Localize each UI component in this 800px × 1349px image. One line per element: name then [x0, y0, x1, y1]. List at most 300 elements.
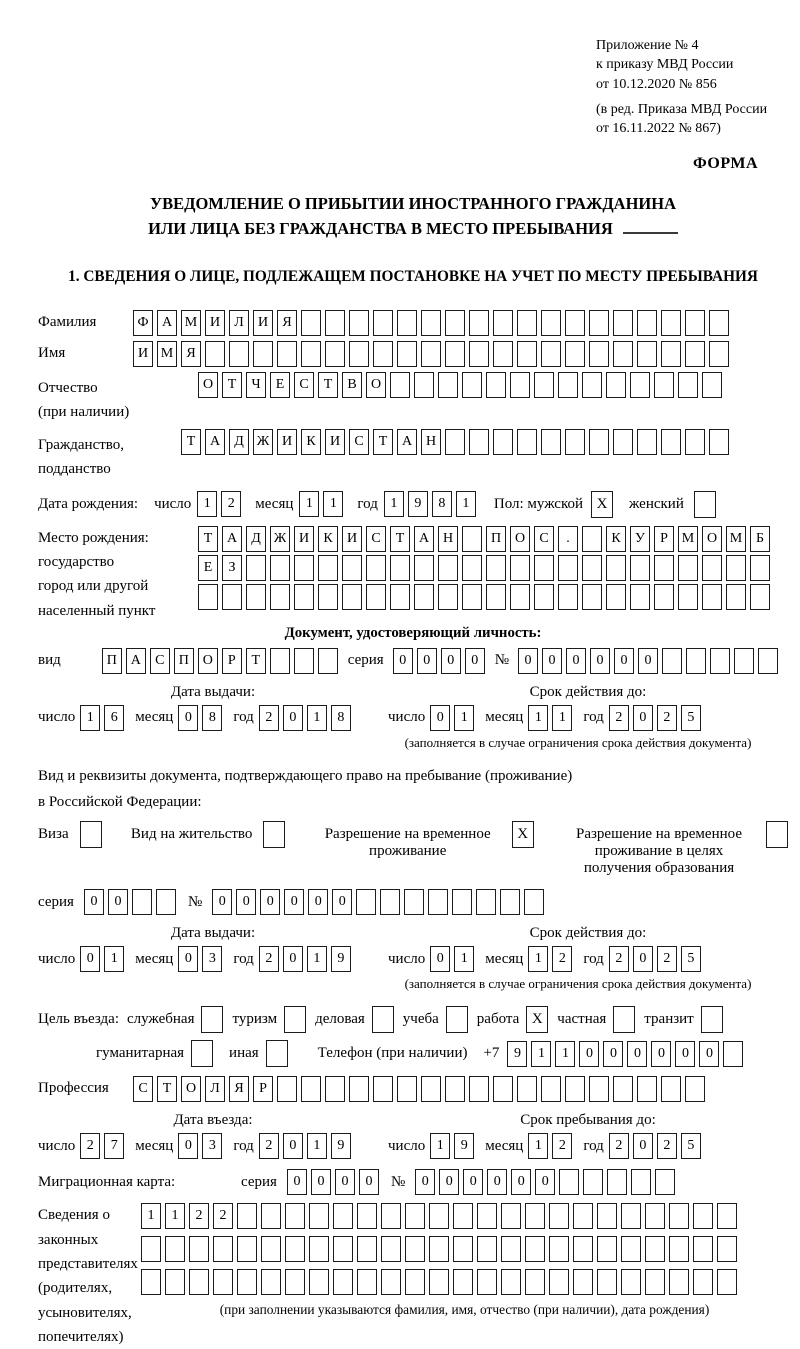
char-box: 0: [178, 705, 198, 731]
char-box: [669, 1203, 689, 1229]
migration-number-boxes: [415, 1169, 675, 1195]
char-box: [445, 1076, 465, 1102]
char-box: Л: [205, 1076, 225, 1102]
field-birth-place: [38, 526, 788, 623]
residence-series-boxes: [84, 889, 176, 915]
char-box: [366, 584, 386, 610]
char-box: Н: [421, 429, 441, 455]
char-box: 9: [331, 946, 351, 972]
purpose-tourism: [232, 1006, 306, 1033]
char-box: [493, 1076, 513, 1102]
year-label: год: [583, 950, 604, 967]
char-box: [189, 1269, 209, 1295]
char-box: 0: [518, 648, 538, 674]
char-box: [462, 584, 482, 610]
char-box: [686, 648, 706, 674]
char-box: [558, 372, 578, 398]
field-patronymic: [38, 372, 788, 424]
char-box: Р: [222, 648, 242, 674]
char-box: [453, 1236, 473, 1262]
char-box: [517, 1076, 537, 1102]
char-box: Б: [750, 526, 770, 552]
char-box: [237, 1269, 257, 1295]
tourism-checkbox: [284, 1006, 306, 1033]
month-label: месяц: [485, 950, 524, 967]
field-citizenship: [38, 429, 788, 481]
char-box: [717, 1203, 737, 1229]
char-box: А: [205, 429, 225, 455]
char-box: [493, 429, 513, 455]
char-box: И: [325, 429, 345, 455]
char-box: [294, 648, 314, 674]
char-box: [606, 584, 626, 610]
char-box: [565, 341, 585, 367]
char-box: 0: [430, 705, 450, 731]
work-checkbox: X: [526, 1006, 548, 1033]
char-box: 0: [651, 1041, 671, 1067]
char-box: [414, 555, 434, 581]
char-box: У: [630, 526, 650, 552]
char-box: [685, 429, 705, 455]
char-box: [661, 341, 681, 367]
char-box: О: [181, 1076, 201, 1102]
char-box: 2: [80, 1133, 100, 1159]
char-box: 0: [393, 648, 413, 674]
temp-residence-label: Разрешение на временное проживание: [324, 826, 491, 860]
char-box: [357, 1236, 377, 1262]
char-box: 0: [332, 889, 352, 915]
entry-stay-dates: [38, 1112, 788, 1159]
char-box: 0: [415, 1169, 435, 1195]
other-checkbox: [266, 1040, 288, 1067]
given-name-label: Имя: [38, 344, 66, 361]
char-box: [582, 372, 602, 398]
issue-date-heading: Дата выдачи:: [170, 683, 256, 700]
char-box: А: [157, 310, 177, 336]
char-box: К: [318, 526, 338, 552]
char-box: 9: [507, 1041, 527, 1067]
char-box: 1: [454, 946, 474, 972]
char-box: [486, 555, 506, 581]
char-box: 2: [213, 1203, 233, 1229]
birth-date-label: Дата рождения:: [38, 495, 139, 512]
char-box: [613, 429, 633, 455]
char-box: П: [174, 648, 194, 674]
residence-doc-heading-line2: в Российской Федерации:: [38, 794, 202, 811]
char-box: [654, 372, 674, 398]
char-box: Т: [198, 526, 218, 552]
char-box: 0: [260, 889, 280, 915]
char-box: [702, 372, 722, 398]
birth-year-boxes: [384, 491, 476, 517]
transit-checkbox: [701, 1006, 723, 1033]
identity-doc-dates-headers: [38, 684, 788, 701]
char-box: Е: [198, 555, 218, 581]
expiry-month-boxes: [528, 946, 572, 972]
char-box: [349, 341, 369, 367]
char-box: [428, 889, 448, 915]
birth-place-label-line4: населенный пункт: [38, 602, 156, 619]
char-box: 9: [454, 1133, 474, 1159]
year-label: год: [583, 1137, 604, 1154]
char-box: 2: [609, 705, 629, 731]
char-box: .: [558, 526, 578, 552]
char-box: А: [126, 648, 146, 674]
char-box: [709, 310, 729, 336]
char-box: 0: [633, 946, 653, 972]
char-box: [573, 1203, 593, 1229]
char-box: [541, 310, 561, 336]
char-box: 1: [165, 1203, 185, 1229]
char-box: [525, 1203, 545, 1229]
birth-place-row1-boxes: [198, 526, 770, 552]
birth-place-label-line2: государство: [38, 553, 115, 570]
identity-doc-dates-line: [38, 705, 788, 731]
char-box: [429, 1269, 449, 1295]
char-box: 0: [603, 1041, 623, 1067]
representatives-label-line3: представителях: [38, 1255, 138, 1272]
purpose-study: [403, 1006, 468, 1033]
char-box: [301, 341, 321, 367]
char-box: 0: [308, 889, 328, 915]
char-box: 5: [681, 705, 701, 731]
residence-doc-series-row: [38, 889, 788, 915]
char-box: [333, 1203, 353, 1229]
char-box: [381, 1269, 401, 1295]
char-box: 0: [284, 889, 304, 915]
char-box: [309, 1236, 329, 1262]
char-box: 0: [283, 705, 303, 731]
purpose-other: [229, 1040, 288, 1067]
entry-day-boxes: [80, 1133, 124, 1159]
char-box: [421, 310, 441, 336]
stay-year-boxes: [609, 1133, 701, 1159]
char-box: [559, 1169, 579, 1195]
char-box: [294, 555, 314, 581]
char-box: [405, 1236, 425, 1262]
char-box: С: [366, 526, 386, 552]
identity-doc-heading: Документ, удостоверяющий личность:: [284, 624, 542, 641]
char-box: 8: [202, 705, 222, 731]
char-box: 9: [408, 491, 428, 517]
month-label: месяц: [485, 1137, 524, 1154]
char-box: 1: [197, 491, 217, 517]
char-box: [525, 1236, 545, 1262]
char-box: С: [294, 372, 314, 398]
char-box: [630, 372, 650, 398]
char-box: [637, 341, 657, 367]
entry-date-heading: Дата въезда:: [173, 1112, 253, 1129]
char-box: [294, 584, 314, 610]
char-box: [476, 889, 496, 915]
char-box: Ж: [253, 429, 273, 455]
option-residence-permit: [131, 821, 285, 877]
profession-label: Профессия: [38, 1080, 109, 1097]
char-box: А: [397, 429, 417, 455]
char-box: 2: [552, 1133, 572, 1159]
char-box: [710, 648, 730, 674]
char-box: [541, 341, 561, 367]
char-box: [510, 555, 530, 581]
birth-place-row3-boxes: [198, 584, 770, 610]
char-box: [693, 1269, 713, 1295]
expiry-year-boxes: [609, 705, 701, 731]
char-box: [534, 584, 554, 610]
char-box: [381, 1236, 401, 1262]
char-box: О: [702, 526, 722, 552]
stay-until-heading: Срок пребывания до:: [520, 1112, 656, 1129]
char-box: С: [349, 429, 369, 455]
char-box: [366, 555, 386, 581]
citizenship-label-line2: подданство: [38, 460, 111, 477]
citizenship-label: [38, 429, 181, 481]
char-box: [510, 584, 530, 610]
year-label: год: [233, 950, 254, 967]
char-box: [493, 341, 513, 367]
citizenship-boxes: [181, 429, 729, 455]
patronymic-label-line1: Отчество: [38, 379, 98, 396]
humanitarian-checkbox: [191, 1040, 213, 1067]
char-box: 5: [681, 946, 701, 972]
char-box: [229, 341, 249, 367]
phone-boxes: [507, 1041, 743, 1067]
char-box: [582, 526, 602, 552]
char-box: [486, 584, 506, 610]
char-box: [678, 555, 698, 581]
char-box: [630, 584, 650, 610]
char-box: [573, 1269, 593, 1295]
char-box: 8: [432, 491, 452, 517]
char-box: [373, 310, 393, 336]
char-box: [510, 372, 530, 398]
char-box: [373, 341, 393, 367]
form-title-line1: УВЕДОМЛЕНИЕ О ПРИБЫТИИ ИНОСТРАННОГО ГРАЖДАНИНА: [149, 193, 677, 213]
expiry-year-boxes: [609, 946, 701, 972]
field-surname: [38, 310, 788, 336]
header-line-order-date: от 10.12.2020 № 856: [596, 76, 717, 92]
char-box: И: [342, 526, 362, 552]
char-box: [709, 429, 729, 455]
char-box: Т: [222, 372, 242, 398]
day-label: число: [388, 709, 426, 726]
representatives-row3-boxes: [141, 1269, 788, 1295]
char-box: 1: [528, 946, 548, 972]
migration-series-label: серия: [241, 1173, 277, 1190]
issue-date-heading: Дата выдачи:: [170, 925, 256, 942]
char-box: 0: [542, 648, 562, 674]
char-box: [285, 1236, 305, 1262]
char-box: [597, 1203, 617, 1229]
char-box: [205, 341, 225, 367]
char-box: [445, 429, 465, 455]
purpose-business: [315, 1006, 394, 1033]
birth-place-rows: [198, 526, 770, 623]
residence-options-row: [38, 821, 788, 877]
char-box: 3: [202, 1133, 222, 1159]
day-label: число: [388, 1137, 426, 1154]
birth-place-row2-boxes: [198, 555, 770, 581]
char-box: 2: [259, 946, 279, 972]
residence-doc-dates-line: [38, 946, 788, 972]
char-box: [758, 648, 778, 674]
surname-label: Фамилия: [38, 313, 97, 330]
char-box: Я: [277, 310, 297, 336]
char-box: [709, 341, 729, 367]
char-box: [549, 1203, 569, 1229]
purpose-transit: [644, 1006, 722, 1033]
form-title-line2-wrap: [38, 216, 788, 242]
char-box: Н: [438, 526, 458, 552]
char-box: [493, 310, 513, 336]
field-given-name: [38, 341, 788, 367]
transit-label: транзит: [644, 1011, 694, 1028]
gender-male-checkbox: X: [591, 491, 613, 518]
month-label: месяц: [255, 495, 294, 512]
char-box: [309, 1203, 329, 1229]
year-label: год: [233, 1137, 254, 1154]
official-label: служебная: [126, 1011, 195, 1028]
char-box: С: [133, 1076, 153, 1102]
expiry-note: (заполняется в случае ограничения срока действия документа): [404, 734, 752, 750]
char-box: Т: [390, 526, 410, 552]
char-box: [165, 1236, 185, 1262]
char-box: 2: [552, 946, 572, 972]
issue-month-boxes: [178, 946, 222, 972]
char-box: 0: [638, 648, 658, 674]
char-box: 0: [283, 1133, 303, 1159]
char-box: [198, 584, 218, 610]
entry-purpose-label: Цель въезда:: [38, 1011, 119, 1028]
char-box: [414, 372, 434, 398]
char-box: 2: [657, 705, 677, 731]
char-box: 2: [657, 1133, 677, 1159]
char-box: Ч: [246, 372, 266, 398]
char-box: Д: [229, 429, 249, 455]
char-box: [469, 310, 489, 336]
char-box: [277, 1076, 297, 1102]
char-box: 0: [633, 1133, 653, 1159]
char-box: [517, 429, 537, 455]
expiry-day-boxes: [430, 946, 474, 972]
char-box: 1: [555, 1041, 575, 1067]
char-box: [453, 1269, 473, 1295]
patronymic-label: [38, 372, 198, 424]
expiry-note: (заполняется в случае ограничения срока действия документа): [404, 976, 752, 992]
char-box: К: [301, 429, 321, 455]
char-box: 1: [454, 705, 474, 731]
char-box: Р: [654, 526, 674, 552]
char-box: 0: [178, 946, 198, 972]
char-box: [380, 889, 400, 915]
header-line-appendix: Приложение № 4: [596, 38, 699, 53]
char-box: 0: [287, 1169, 307, 1195]
header-reference: [596, 36, 788, 139]
char-box: 1: [531, 1041, 551, 1067]
char-box: [261, 1236, 281, 1262]
char-box: Ф: [133, 310, 153, 336]
representatives-label: [38, 1203, 141, 1349]
char-box: [661, 1076, 681, 1102]
char-box: [582, 584, 602, 610]
residence-doc-heading: [38, 763, 788, 816]
char-box: [318, 648, 338, 674]
representatives-row1-boxes: [141, 1203, 788, 1229]
char-box: [750, 584, 770, 610]
work-label: работа: [476, 1011, 520, 1028]
purpose-work: [477, 1006, 549, 1033]
char-box: [333, 1269, 353, 1295]
day-label: число: [388, 950, 426, 967]
char-box: 0: [283, 946, 303, 972]
study-label: учеба: [402, 1011, 439, 1028]
doc-number-boxes: [518, 648, 778, 674]
char-box: Р: [253, 1076, 273, 1102]
birth-place-label-line3: город или другой: [38, 578, 149, 595]
char-box: Т: [246, 648, 266, 674]
char-box: 2: [259, 1133, 279, 1159]
char-box: [285, 1203, 305, 1229]
char-box: Ж: [270, 526, 290, 552]
purpose-official: [127, 1006, 224, 1033]
char-box: [558, 584, 578, 610]
char-box: М: [678, 526, 698, 552]
char-box: 0: [566, 648, 586, 674]
entry-purpose-row: [38, 1006, 788, 1033]
char-box: [270, 584, 290, 610]
char-box: [462, 526, 482, 552]
char-box: 1: [384, 491, 404, 517]
residence-permit-label: Вид на жительство: [130, 826, 253, 843]
char-box: 0: [614, 648, 634, 674]
issue-day-boxes: [80, 705, 124, 731]
migration-card-row: [38, 1169, 788, 1195]
char-box: [356, 889, 376, 915]
char-box: [469, 341, 489, 367]
char-box: К: [606, 526, 626, 552]
business-label: деловая: [315, 1011, 365, 1028]
entry-stay-dates-line: [38, 1133, 788, 1159]
char-box: 0: [463, 1169, 483, 1195]
char-box: 0: [80, 946, 100, 972]
char-box: И: [205, 310, 225, 336]
char-box: 2: [657, 946, 677, 972]
char-box: [270, 648, 290, 674]
char-box: [213, 1236, 233, 1262]
char-box: [693, 1203, 713, 1229]
patronymic-label-line2: (при наличии): [38, 403, 130, 420]
char-box: С: [150, 648, 170, 674]
char-box: [414, 584, 434, 610]
char-box: [301, 1076, 321, 1102]
char-box: [397, 1076, 417, 1102]
char-box: [631, 1169, 651, 1195]
stay-day-boxes: [430, 1133, 474, 1159]
char-box: [342, 555, 362, 581]
representatives-block: [38, 1203, 788, 1349]
char-box: 0: [417, 648, 437, 674]
char-box: [261, 1203, 281, 1229]
expiry-date-heading: Срок действия до:: [529, 925, 647, 942]
residence-permit-checkbox: [263, 821, 285, 848]
char-box: [381, 1203, 401, 1229]
char-box: С: [534, 526, 554, 552]
day-label: число: [38, 1137, 76, 1154]
birth-place-label-line1: Место рождения:: [38, 529, 149, 546]
entry-year-boxes: [259, 1133, 351, 1159]
char-box: [678, 372, 698, 398]
representatives-label-line2: законных: [38, 1231, 99, 1248]
char-box: [462, 555, 482, 581]
